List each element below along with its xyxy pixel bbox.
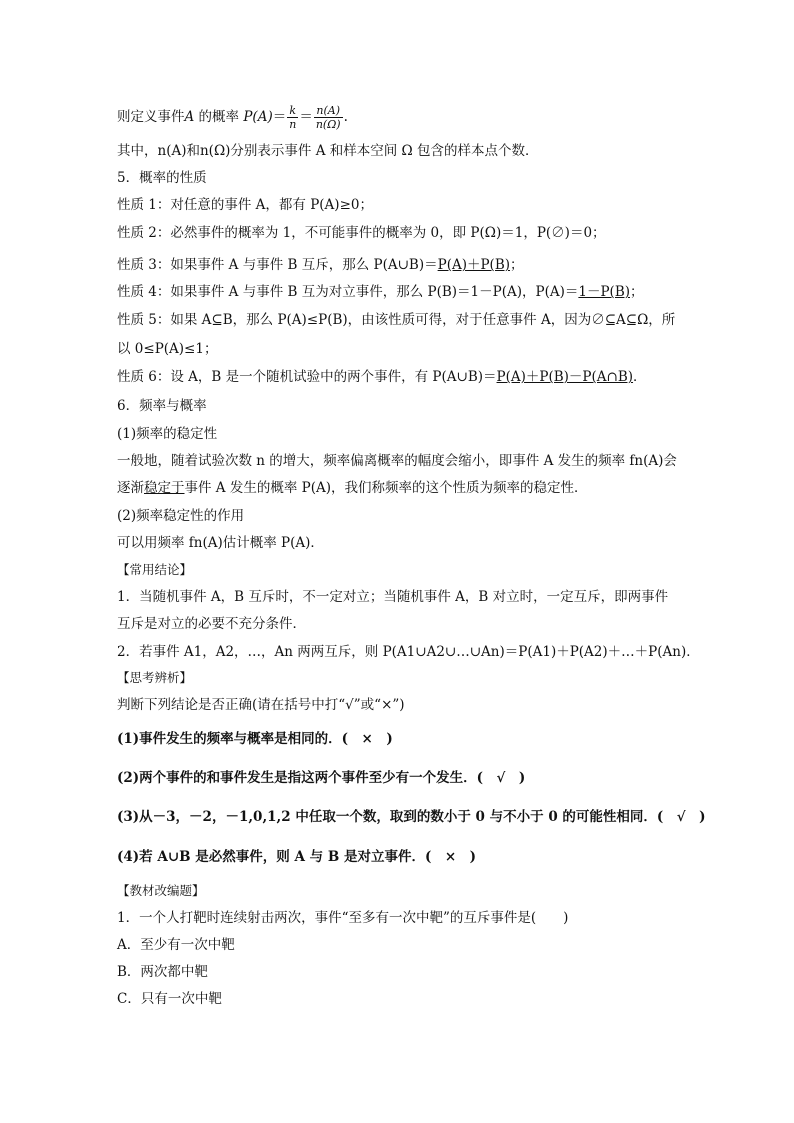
probability-definition-line (117, 104, 348, 131)
text-segment: 性质 4：如果事件 A 与事件 B 互为对立事件，那么 P(B)＝1－P(A)，P(A)＝ (117, 284, 579, 300)
text-line: 1．当随机事件 A，B 互斥时，不一定对立；当随机事件 A，B 对立时，一定互斥，即两事件 (117, 589, 669, 605)
text-segment: 性质 3：如果事件 A 与事件 B 互斥，那么 P(A∪B)＝ (117, 257, 438, 273)
text-line: 互斥是对立的必要不充分条件． (117, 616, 306, 632)
text-line: 一般地，随着试验次数 n 的增大，频率偏离概率的幅度会缩小，即事件 A 发生的频率 fn(A)会 (117, 453, 677, 469)
text-segment: 逐渐 (117, 480, 144, 496)
text-segment: ＝ (299, 109, 313, 125)
text-line: 以 0≤P(A)≤1； (117, 341, 218, 357)
text-line: 可以用频率 fn(A)估计概率 P(A)． (117, 535, 324, 551)
question-stem: 1．一个人打靶时连续射击两次，事件“至多有一次中靶”的互斥事件是( ) (117, 910, 569, 926)
fraction-denominator: n(Ω) (315, 118, 341, 131)
text-line: 性质 1：对任意的事件 A，都有 P(A)≥0； (117, 197, 373, 213)
option-c: C．只有一次中靶 (117, 991, 222, 1007)
subsection-heading: (1)频率的稳定性 (117, 426, 218, 442)
option-a: A．至少有一次中靶 (117, 937, 235, 953)
text-segment: ； (510, 257, 524, 273)
judgment-item-4: (4)若 A∪B 是必然事件，则 A 与 B 是对立事件．( × ) (117, 849, 477, 865)
property-3-line (117, 256, 524, 274)
text-line: 判断下列结论是否正确(请在括号中打“√”或“×”) (117, 697, 405, 713)
fraction-numerator: k (287, 104, 298, 118)
text-segment: ； (630, 284, 644, 300)
option-b: B．两次都中靶 (117, 964, 208, 980)
text-segment: 性质 6：设 A，B 是一个随机试验中的两个事件，有 P(A∪B)＝ (117, 369, 497, 385)
underlined-answer: P(A)＋P(B)－P(A∩B) (496, 369, 634, 385)
property-6-line (117, 368, 647, 386)
judgment-item-3: (3)从－3，－2，－1,0,1,2 中任取一个数，取到的数小于 0 与不小于 0 的可能性相同．( √ ) (117, 809, 706, 825)
judgment-item-1: (1)事件发生的频率与概率是相同的．( × ) (117, 731, 393, 747)
underlined-answer: 稳定于 (144, 480, 185, 496)
text-line: 性质 5：如果 A⊆B，那么 P(A)≤P(B)，由该性质可得，对于任意事件 A，因为∅⊆A⊆Ω，所 (117, 312, 676, 328)
section-heading: 5．概率的性质 (117, 170, 207, 186)
fraction-k-over-n (287, 104, 298, 131)
text-line: 其中，n(A)和n(Ω)分别表示事件 A 和样本空间 Ω 包含的样本点个数． (117, 143, 539, 159)
underlined-answer: 1－P(B) (578, 284, 631, 300)
text-segment: 的概率 (194, 109, 244, 125)
text-segment: . (343, 109, 348, 125)
text-segment: ＝ (272, 109, 287, 125)
subsection-heading: (2)频率稳定性的作用 (117, 508, 245, 524)
text-segment: P(A) (243, 109, 273, 125)
underlined-answer: P(A)＋P(B) (437, 257, 511, 273)
bracket-heading-think-discern: 【思考辨析】 (117, 670, 193, 685)
stability-line (117, 479, 588, 497)
text-segment: 事件 A 发生的概率 P(A)，我们称频率的这个性质为频率的稳定性． (184, 480, 588, 496)
fraction-numerator: n(A) (314, 104, 343, 118)
property-4-line (117, 283, 644, 301)
judgment-item-2: (2)两个事件的和事件发生是指这两个事件至少有一个发生．( √ ) (117, 770, 526, 786)
bracket-heading-common-conclusions: 【常用结论】 (117, 562, 193, 577)
text-segment: A (184, 109, 195, 125)
text-segment: 则定义事件 (117, 109, 185, 125)
fraction-nA-over-nOmega (314, 104, 343, 131)
text-segment: ． (633, 369, 647, 385)
text-line: 2．若事件 A1，A2，…，An 两两互斥，则 P(A1∪A2∪…∪An)＝P(A1)＋P(A2)＋…＋P(An)． (117, 644, 700, 660)
bracket-heading-textbook-adapted: 【教材改编题】 (117, 883, 205, 898)
text-line: 性质 2：必然事件的概率为 1，不可能事件的概率为 0，即 P(Ω)＝1，P(∅)＝0； (117, 225, 606, 241)
fraction-denominator: n (289, 118, 297, 131)
section-heading: 6．频率与概率 (117, 398, 207, 414)
